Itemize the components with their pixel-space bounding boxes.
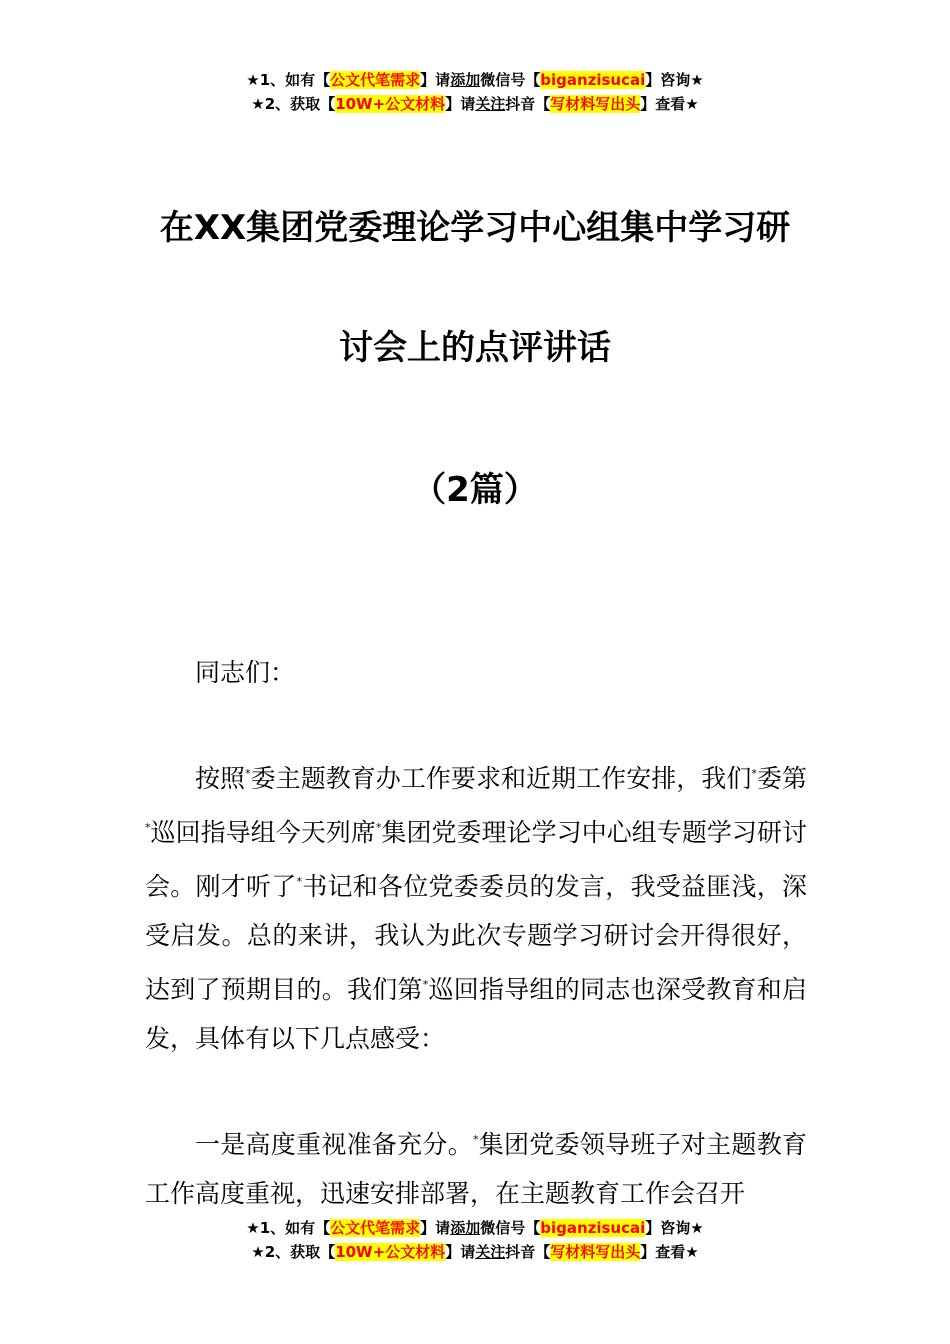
banner-highlight: 写材料写出头 <box>550 1243 641 1261</box>
paragraph-2 <box>145 1115 807 1218</box>
asterisk-marker: * <box>422 978 429 991</box>
banner-highlight: 写材料写出头 <box>550 95 641 113</box>
paragraph-text: 委主题教育办工作要求和近期工作安排，我们 <box>250 764 752 793</box>
banner-line-2 <box>0 92 950 116</box>
document-title-count: （2篇） <box>412 470 538 510</box>
asterisk-marker: * <box>145 821 151 834</box>
paragraph-text: 委第 <box>756 764 807 793</box>
salutation: 同志们： <box>195 658 296 687</box>
banner-text: 】查看★ <box>640 95 699 113</box>
banner-highlight: biganzisucai <box>540 71 646 89</box>
banner-text: ★2、获取【 <box>251 95 336 113</box>
asterisk-marker: * <box>245 767 251 780</box>
document-title-line-1: 在XX集团党委理论学习中心组集中学习研 <box>159 208 791 248</box>
banner-highlight: biganzisucai <box>540 1219 646 1237</box>
banner-text: 微信号【 <box>480 71 541 89</box>
banner-underline: 添加 <box>450 1219 481 1237</box>
banner-line-2 <box>0 1240 950 1264</box>
banner-text: ★1、如有【 <box>246 1219 331 1237</box>
banner-text: 】请 <box>445 95 476 113</box>
banner-highlight: 10W+公文材料 <box>335 95 446 113</box>
asterisk-marker: * <box>751 767 757 780</box>
banner-text: ★1、如有【 <box>246 71 331 89</box>
document-body <box>145 648 807 1218</box>
paragraph-text: 集团党委理论学习中心组专题学习研讨会。刚才听了 <box>145 818 807 901</box>
banner-underline: 关注 <box>475 1243 506 1261</box>
banner-text: 】请 <box>420 1219 451 1237</box>
banner-text: 】请 <box>445 1243 476 1261</box>
banner-line-1 <box>0 68 950 92</box>
header-banner <box>0 68 950 116</box>
banner-highlight: 公文代笔需求 <box>330 71 421 89</box>
asterisk-marker: * <box>472 1133 479 1146</box>
banner-line-1 <box>0 1216 950 1240</box>
asterisk-marker: * <box>375 821 382 834</box>
banner-text: ★2、获取【 <box>251 1243 336 1261</box>
banner-text: 抖音【 <box>505 1243 551 1261</box>
paragraph-text: 按照 <box>195 764 246 793</box>
banner-underline: 关注 <box>475 95 506 113</box>
paragraph-1 <box>145 749 807 1063</box>
paragraph-text: 巡回指导组今天列席 <box>150 818 376 847</box>
banner-highlight: 公文代笔需求 <box>330 1219 421 1237</box>
paragraph-text: 书记和各位党委委员的发言，我受益匪浅，深受启发。总的来讲，我认为此次专题学习研讨会开得很好，达到了预期目的。我们第 <box>145 872 807 1004</box>
document-title-line-2: 讨会上的点评讲话 <box>339 328 611 368</box>
banner-highlight: 10W+公文材料 <box>335 1243 446 1261</box>
banner-text: 】请 <box>420 71 451 89</box>
paragraph-text: 集团党委领导班子对主题教育工作高度重视，迅速安排部署，在主题教育工作会召开 <box>145 1130 807 1208</box>
paragraph-text: 巡回指导组的同志也深受教育和启发，具体有以下几点感受： <box>145 975 807 1053</box>
banner-text: 抖音【 <box>505 95 551 113</box>
footer-banner <box>0 1216 950 1264</box>
banner-text: 】查看★ <box>640 1243 699 1261</box>
banner-text: 】咨询★ <box>645 1219 704 1237</box>
banner-underline: 添加 <box>450 71 481 89</box>
paragraph-text: 一是高度重视准备充分。 <box>195 1130 473 1159</box>
banner-text: 微信号【 <box>480 1219 541 1237</box>
banner-text: 】咨询★ <box>645 71 704 89</box>
asterisk-marker: * <box>296 875 302 888</box>
